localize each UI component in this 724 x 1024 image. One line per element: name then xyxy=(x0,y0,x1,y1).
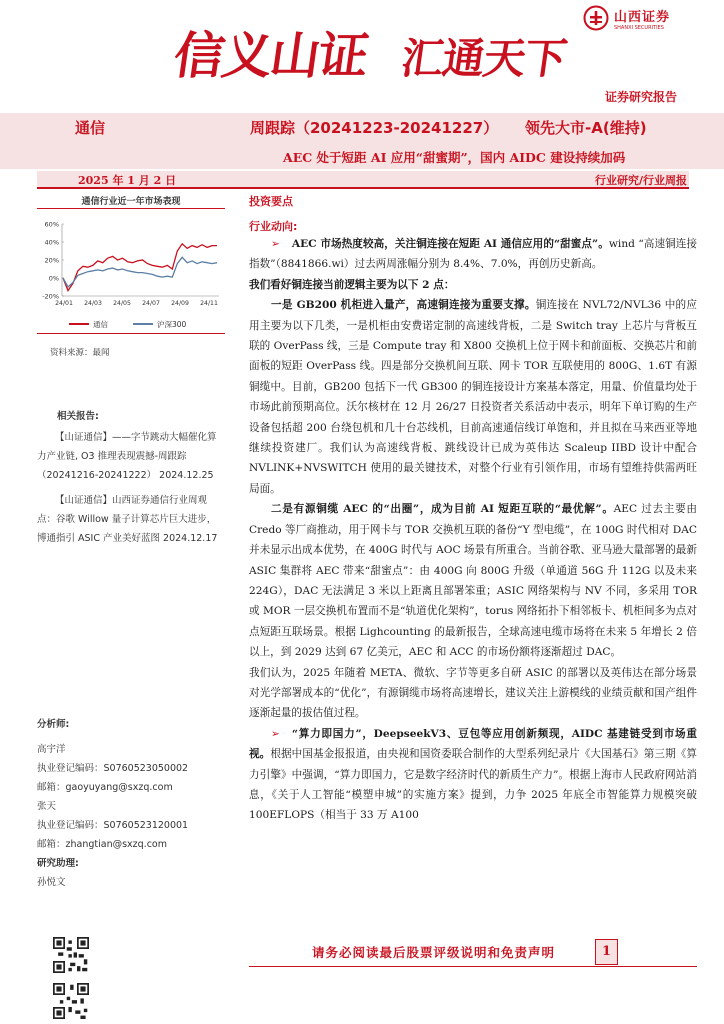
report-category: 行业研究/行业周报 xyxy=(594,174,687,187)
logo-name-en: SHANXI SECURITIES xyxy=(614,24,664,31)
analyst-license: 执业登记编码：S0760523050002 xyxy=(37,763,189,774)
paragraph-lead: 一是 GB200 机柜进入量产，高速铜连接为重要支撑。 xyxy=(271,299,536,312)
paragraph-lead: 二是有源铜缆 AEC 的“出圈”，成为目前 AI 短距互联的“最优解”。 xyxy=(271,503,614,516)
legend-label: 通信 xyxy=(93,320,108,329)
arrow-bullet-icon: ➢ xyxy=(271,238,280,250)
paragraph-text: 根据中国基金报报道，由央视和国资委联合制作的大型系列纪录片《大国基石》第三期《算力引擎》中强调，“算力即国力，它是数字经济时代的新质生产力”。根据上海市人民政府网站消息，《关于人工智能“模塑申城”的实施方案》提到，力争 2025 年底全市智能算力规模突破 100EFLOPS（相当于 33 万 A100 xyxy=(249,748,698,822)
y-tick-label: 40% xyxy=(44,238,59,247)
paragraph: 我们认为，2025 年随着 META、微软、字节等更多自研 ASIC 的部署以及英伟达在部分场景对光学部署成本的“优化”，有源铜缆市场将高速增长，建议关注上游模线的业绩贡献和国产组件逐渐起量的拔估值过程。 xyxy=(249,666,697,720)
x-tick-label: 24/09 xyxy=(171,300,189,307)
slogan-left: 信义山证 xyxy=(170,26,371,85)
related-reports xyxy=(37,428,225,554)
industry-name: 通信 xyxy=(75,119,106,137)
y-tick-label: -20% xyxy=(42,292,59,301)
related-reports-title: 相关报告: xyxy=(57,411,99,422)
arrow-bullet-icon: ➢ xyxy=(271,727,280,740)
x-tick-label: 24/03 xyxy=(84,300,102,307)
section-industry-dynamics: 行业动向: xyxy=(249,220,298,233)
report-body xyxy=(249,234,697,826)
x-tick-label: 24/11 xyxy=(200,300,218,307)
x-tick-label: 24/07 xyxy=(142,300,160,307)
y-tick-label: 0% xyxy=(48,274,59,283)
qr-code-icon xyxy=(53,937,89,973)
assistant-name: 孙悦文 xyxy=(37,877,66,888)
y-tick-label: 60% xyxy=(44,220,59,229)
report-type: 证券研究报告 xyxy=(604,90,677,104)
related-report-item[interactable]: 【山证通信】山西证券通信行业周观点：谷歌 Willow 量子计算芯片巨大进步，博通指引 ASIC 产业美好蓝图 2024.12.17 xyxy=(37,495,218,544)
x-tick-label: 24/05 xyxy=(113,300,131,307)
legend-label: 沪深300 xyxy=(157,320,187,329)
paragraph-lead: AEC 市场热度较高，关注铜连接在短距 AI 通信应用的“甜蜜点”。 xyxy=(291,238,609,250)
paragraph xyxy=(249,234,697,275)
page-number: 1 xyxy=(595,939,618,965)
header-banner xyxy=(0,0,724,113)
weekly-period: 周跟踪（20241223-20241227） xyxy=(250,119,499,137)
paragraph xyxy=(249,275,697,295)
paragraph xyxy=(249,499,697,662)
y-tick-label: 20% xyxy=(44,256,59,265)
shanxi-logo-icon xyxy=(583,5,609,31)
company-logo xyxy=(583,5,670,31)
analyst-license: 执业登记编码：S0760523120001 xyxy=(37,820,189,831)
analyst-title: 分析师: xyxy=(37,719,70,730)
paragraph xyxy=(249,295,697,499)
analyst-email[interactable]: 邮箱：gaoyuyang@sxzq.com xyxy=(37,782,173,793)
report-date: 2025 年 1 月 2 日 xyxy=(78,174,177,187)
analyst-name: 张天 xyxy=(37,801,57,812)
industry-rating: 领先大市-A(维持) xyxy=(525,119,647,137)
paragraph-text: 铜连接在 NVL72/NVL36 中的应用主要为以下几类，一是机柜由安费诺定制的高速线背板，二是 Switch tray 上芯片与背板互联的 OverPass 线，三是 Compute tray 和 X800 交换机上位于网卡和前面板、交换芯片和前面板的短距 OverPass 线。四是部分交换机间互联、网卡 TOR 互联使用的 800G、1.6T 有源铜缆中。目前，GB200 包括下一代 GB300 的铜连接设计方案基本落定，用量、价值量均处于市场此前预期高位。沃尔核材在 12 月 26/27 日投资者关系活动中表示，明年下单订购的生产设备包括超 200 台绕包机和几十台芯线机，目前高速通信线订单饱和，并且拟在马来西亚等地继续投资建厂。我们认为高速线背板、跳线设计已成为英伟达 Scaleup IIBD 设计中配合 NVLINK+NVSWITCH 使用的最关键技术，对整个行业有引领作用，市场有望维持供需两旺局面。 xyxy=(249,299,697,495)
related-report-item[interactable]: 【山证通信】——字节跳动大幅催化算力产业链, O3 推理表现震撼-周跟踪（20241216-20241222） 2024.12.25 xyxy=(37,432,217,481)
x-tick-label: 24/01 xyxy=(55,300,73,307)
section-investment-points: 投资要点 xyxy=(249,195,293,208)
analyst-email[interactable]: 邮箱：zhangtian@sxzq.com xyxy=(37,839,167,850)
chart-title: 通信行业近一年市场表现 xyxy=(81,197,181,207)
analyst-name: 高宇洋 xyxy=(37,744,66,755)
paragraph-text: AEC 过去主要由 Credo 等厂商推动，用于网卡与 TOR 交换机互联的备份“Y 型电缆”，在 100G 时代相对 DAC 并未显示出成本优势，在 400G 时代与 AOC 场景有所重合。当前谷歌、亚马逊大量部署的最新 ASIC 集群将 AEC 带来“甜蜜点”：由 400G 向 800G 升级（单通道 56G 升 112G 以及未来 224G），DAC 无法满足 3 米以上距离且部署笨重；ASIC 网络架构与 NV 不同，多采用 TOR 或 MOR 一层交换机布置而不是“轨道优化架构”，torus 网络拓扑下相邻板卡、机柜间多为点对点短距互联场景。根据 Lighcounting 的最新报告，全球高速电缆市场将在未来 5 年增长 2 倍以上，到 2029 达到 67 亿美元，AEC 和 ACC 的市场份额将逐渐超过 DAC。 xyxy=(249,503,698,659)
footer-rule xyxy=(249,966,697,967)
series-line-telecom xyxy=(63,244,217,291)
market-performance-chart xyxy=(37,210,225,334)
analyst-list xyxy=(37,740,225,892)
paragraph xyxy=(249,724,697,826)
qr-code-icon xyxy=(53,983,89,1019)
paragraph-lead: 我们看好铜连接当前逻辑主要为以下 2 点： xyxy=(249,278,455,291)
footer-disclaimer[interactable]: 请务必阅读最后股票评级说明和免责声明 xyxy=(312,945,556,960)
slogan-right: 汇通天下 xyxy=(398,34,570,83)
series-line-csi300 xyxy=(63,257,217,287)
logo-name-cn: 山西证券 xyxy=(614,9,671,25)
chart-source: 资料来源：最闻 xyxy=(50,348,110,358)
paragraph-lead: “算力即国力”，DeepseekV3、豆包等应用创新频现，AIDC 基建链受到市场重视。 xyxy=(249,727,697,761)
paragraph-text: wind “高速铜连接指数”（8841866.wi）过去两周涨幅分别为 8.4%、7.0%，再创历史新高。 xyxy=(249,238,697,271)
assistant-title: 研究助理: xyxy=(37,858,79,869)
report-subtitle: AEC 处于短距 AI 应用“甜蜜期”，国内 AIDC 建设持续加码 xyxy=(283,150,626,165)
